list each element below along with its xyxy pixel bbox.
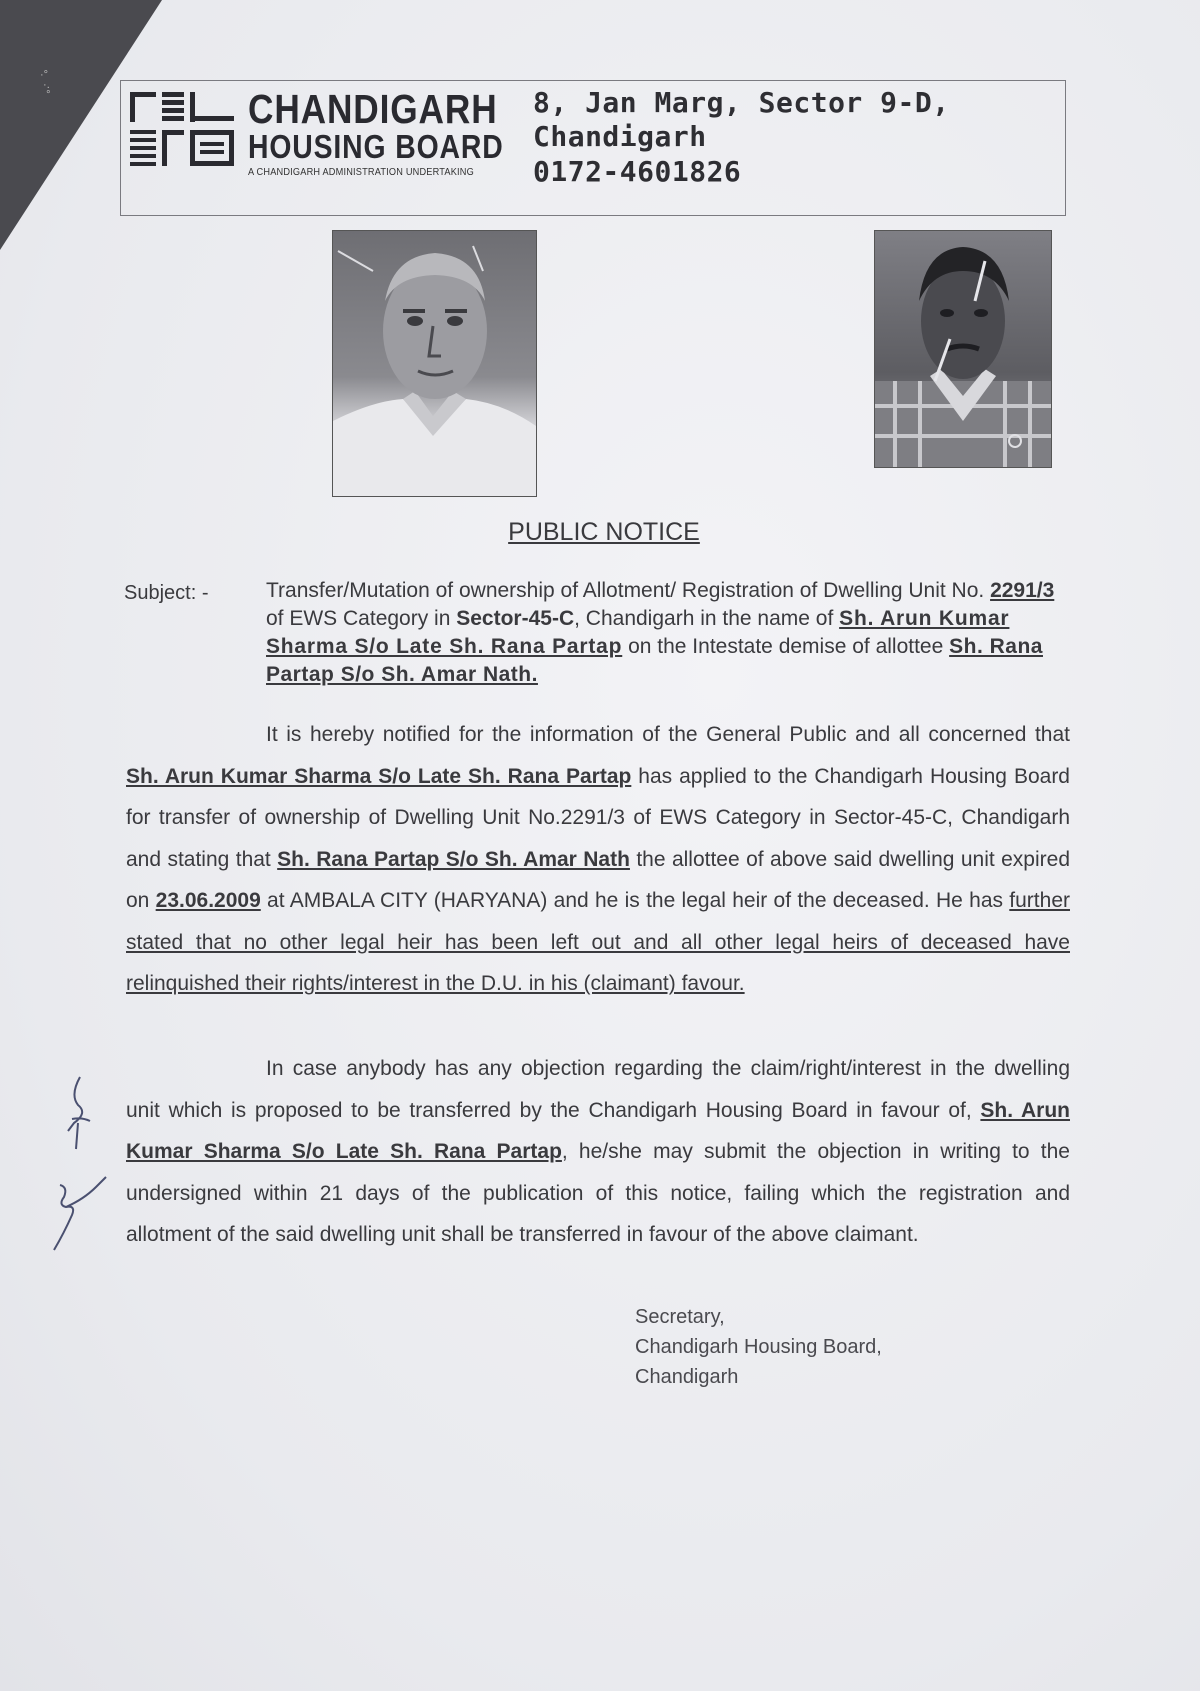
signature-block	[635, 1302, 882, 1392]
brand-tagline: A CHANDIGARH ADMINISTRATION UNDERTAKING	[248, 167, 474, 178]
signatory-org: Chandigarh Housing Board,	[635, 1336, 882, 1358]
para-text: the allottee of above said dwelling unit expired on	[126, 847, 1070, 912]
phone-number: 0172-4601826	[533, 155, 742, 188]
claimant-name: Sh. Arun Kumar Sharma S/o Late Sh. Rana Partap	[126, 764, 632, 788]
address-line1: 8, Jan Marg, Sector 9-D,	[533, 86, 950, 119]
address-line2: Chandigarh	[533, 120, 707, 153]
brand-name: CHANDIGARH	[248, 86, 498, 132]
signatory-title: Secretary,	[635, 1306, 725, 1328]
expiry-date: 23.06.2009	[155, 889, 261, 912]
subject-text	[266, 577, 1066, 689]
chb-logo-icon	[128, 90, 238, 168]
signatory-city: Chandigarh	[635, 1366, 739, 1388]
notice-paragraph-2	[126, 1048, 1070, 1256]
photo-claimant	[874, 230, 1052, 468]
para-text: , he/she may submit the objection in writing to the undersigned within 21 days of the publication of this notice, failing which the registration and allotment of the said dwelling unit shall be transferred in favour of the above claimant.	[126, 1140, 1070, 1246]
subject-part: of EWS Category in	[266, 607, 457, 630]
para-text: has applied to the Chandigarh Housing Board for transfer of ownership of Dwelling Unit No.2291/3 of EWS Category in Sector-45-C, Chandigarh and stating that	[126, 764, 1070, 871]
allottee-name: Sh. Rana Partap S/o Sh. Amar Nath.	[266, 635, 1043, 686]
heir-statement: further stated that no other legal heir has been left out and all other legal heirs of deceased have relinquished their rights/interest in the D.U. in his (claimant) favour.	[126, 889, 1070, 995]
handwritten-initial-icon	[60, 1075, 100, 1155]
para-text: It is hereby notified for the information of the General Public and all concerned that	[266, 723, 1070, 746]
para-text: at AMBALA CITY (HARYANA) and he is the legal heir of the deceased. He has	[260, 889, 1010, 912]
notice-title: PUBLIC NOTICE	[508, 518, 700, 546]
sector-name: Sector-45-C	[456, 607, 575, 630]
unit-number: 2291/3	[990, 579, 1055, 602]
claimant-name: Sh. Arun Kumar Sharma S/o Late Sh. Rana Partap	[126, 1098, 1070, 1163]
handwritten-signature-icon	[40, 1175, 110, 1255]
brand-name-line2: HOUSING BOARD	[248, 128, 504, 165]
allottee-name: Sh. Rana Partap S/o Sh. Amar Nath	[277, 847, 630, 871]
subject-part: on the Intestate demise of allottee	[622, 635, 950, 658]
photo-allottee	[332, 230, 537, 497]
subject-label: Subject: -	[124, 582, 209, 604]
para-text: In case anybody has any objection regarding the claim/right/interest in the dwelling unit which is proposed to be transferred by the Chandigarh Housing Board in favour of,	[126, 1057, 1070, 1122]
scan-speckle: ·° ·. °	[40, 69, 51, 101]
claimant-name: Sh. Arun Kumar Sharma S/o Late Sh. Rana Partap	[266, 607, 1010, 658]
notice-paragraph-1	[126, 714, 1070, 1005]
subject-part: , Chandigarh in the name of	[574, 607, 840, 630]
subject-part: Transfer/Mutation of ownership of Allotment/ Registration of Dwelling Unit No.	[266, 579, 991, 602]
